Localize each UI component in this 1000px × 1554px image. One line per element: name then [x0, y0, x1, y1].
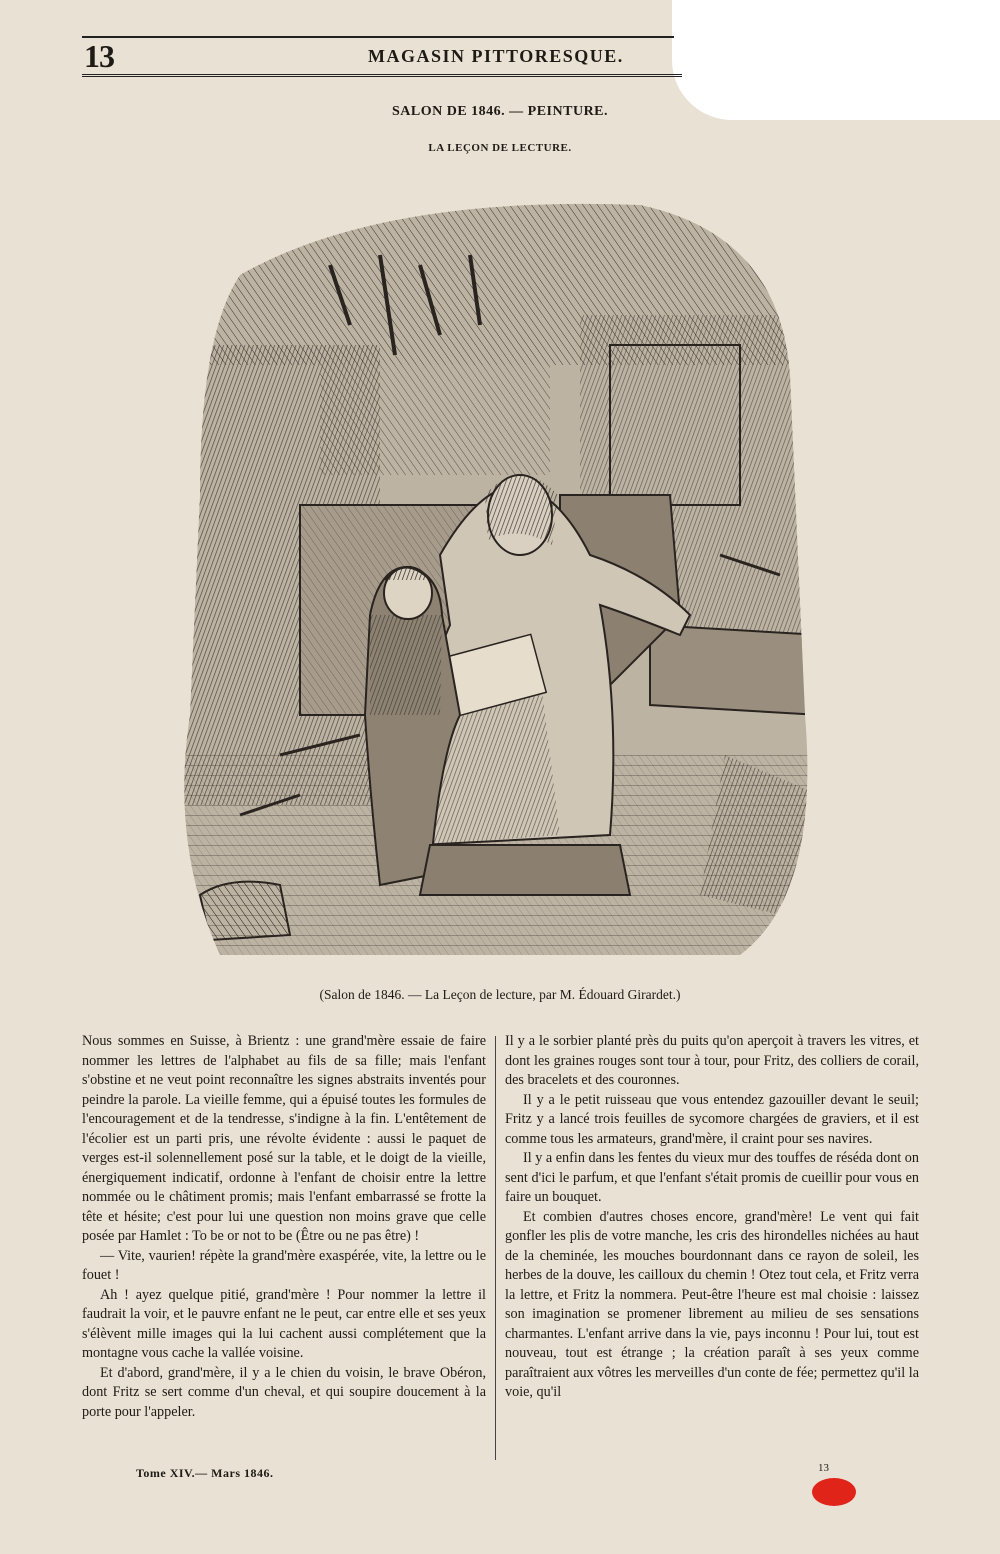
signature-mark: 13 — [818, 1462, 829, 1474]
paragraph: Nous sommes en Suisse, à Brientz : une grand'mère essaie de faire nommer les lettres de l'alphabet au fils de sa fille; mais l'enfant s'obstine et ne veut point reconnaître les signes abstraits inventés pour peindre la parole. La vieille femme, qui a épuisé toutes les formules de l'encouragement et de la tendresse, s'indigne à la fin. L'entêtement de l'écolier est un parti pris, une révolte évidente : aussi le paquet de verges est-il solennellement posé sur la table, et le doigt de la vieille, énergiquement indicatif, ordonne à l'enfant de choisir entre la lettre nommée ou le châtiment promis; mais l'enfant embarrassé se frotte la tête et hésite; c'est pour lui une question non moins grave que celle posée par Hamlet : To be or not to be (Être ou ne pas être) ! — [82, 1033, 486, 1244]
header-rule-top — [82, 36, 674, 38]
engraving-illustration — [180, 195, 820, 965]
engraving-scene — [180, 195, 820, 965]
article-subtitle: LA LEÇON DE LECTURE. — [428, 142, 572, 154]
magazine-title: MAGASIN PITTORESQUE. — [368, 46, 624, 66]
section-title: SALON DE 1846. — PEINTURE. — [391, 104, 609, 119]
paragraph: Et d'abord, grand'mère, il y a le chien du voisin, le brave Obéron, dont Fritz se sert comme d'un cheval, et qui soupire doucement à la porte pour l'appeler. — [82, 1364, 486, 1420]
paragraph: Ah ! ayez quelque pitié, grand'mère ! Pour nommer la lettre il faudrait la voir, et le pauvre enfant ne le peut, car entre elle et ses yeux s'élèvent mille images qui la lui cachent aussi complétement que la montagne vous cache la vallée voisine. — [82, 1286, 486, 1361]
paragraph: Et combien d'autres choses encore, grand'mère! Le vent qui fait gonfler les plis de votre manche, les cris des hirondelles nichées au haut de la cheminée, les mouches bourdonnant dans ce rayon de soleil, les herbes de la douve, les cailloux du chemin ! Otez tout cela, et Fritz verra la lettre, et Fritz la nommera. Peut-être l'heure est mal choisie : laissez son imagination se promener librement au milieu de ses sensations charmantes. L'enfant arrive dans la vie, pays inconnu ! Pour lui, tout est nouveau, tout est étrange ; la création paraît à ses yeux comme paraîtraient aux vôtres les merveilles d'un conte de fée; permettez qu'il la voie, qu'il — [505, 1208, 919, 1400]
paragraph: Il y a le petit ruisseau que vous entendez gazouiller devant le seuil; Fritz y a lancé trois feuilles de sycomore chargées de graviers, et il est comme tous les armateurs, grand'mère, il craint pour ses navires. — [505, 1091, 919, 1147]
column-divider — [495, 1036, 496, 1460]
volume-date: Tome XIV.— Mars 1846. — [136, 1466, 274, 1480]
paragraph: Il y a enfin dans les fentes du vieux mur des touffes de réséda dont on sent d'ici le parfum, et que l'enfant s'était promis de cueillir pour vous en faire un bouquet. — [505, 1150, 919, 1205]
header-rule-bottom — [82, 74, 682, 77]
figure-caption: (Salon de 1846. — La Leçon de lecture, par M. Édouard Girardet.) — [319, 987, 681, 1002]
paragraph: — Vite, vaurien! répète la grand'mère exaspérée, vite, la lettre ou le fouet ! — [82, 1247, 486, 1283]
text-column-right — [505, 1032, 919, 1403]
page-number: 13 — [84, 38, 114, 74]
paragraph: Il y a le sorbier planté près du puits qu'on aperçoit à travers les vitres, et dont les graines rouges sont tour à tour, pour Fritz, des colliers de corail, des bracelets et des couronnes. — [505, 1033, 919, 1088]
text-column-left — [82, 1032, 486, 1422]
red-wax-seal — [812, 1478, 856, 1506]
